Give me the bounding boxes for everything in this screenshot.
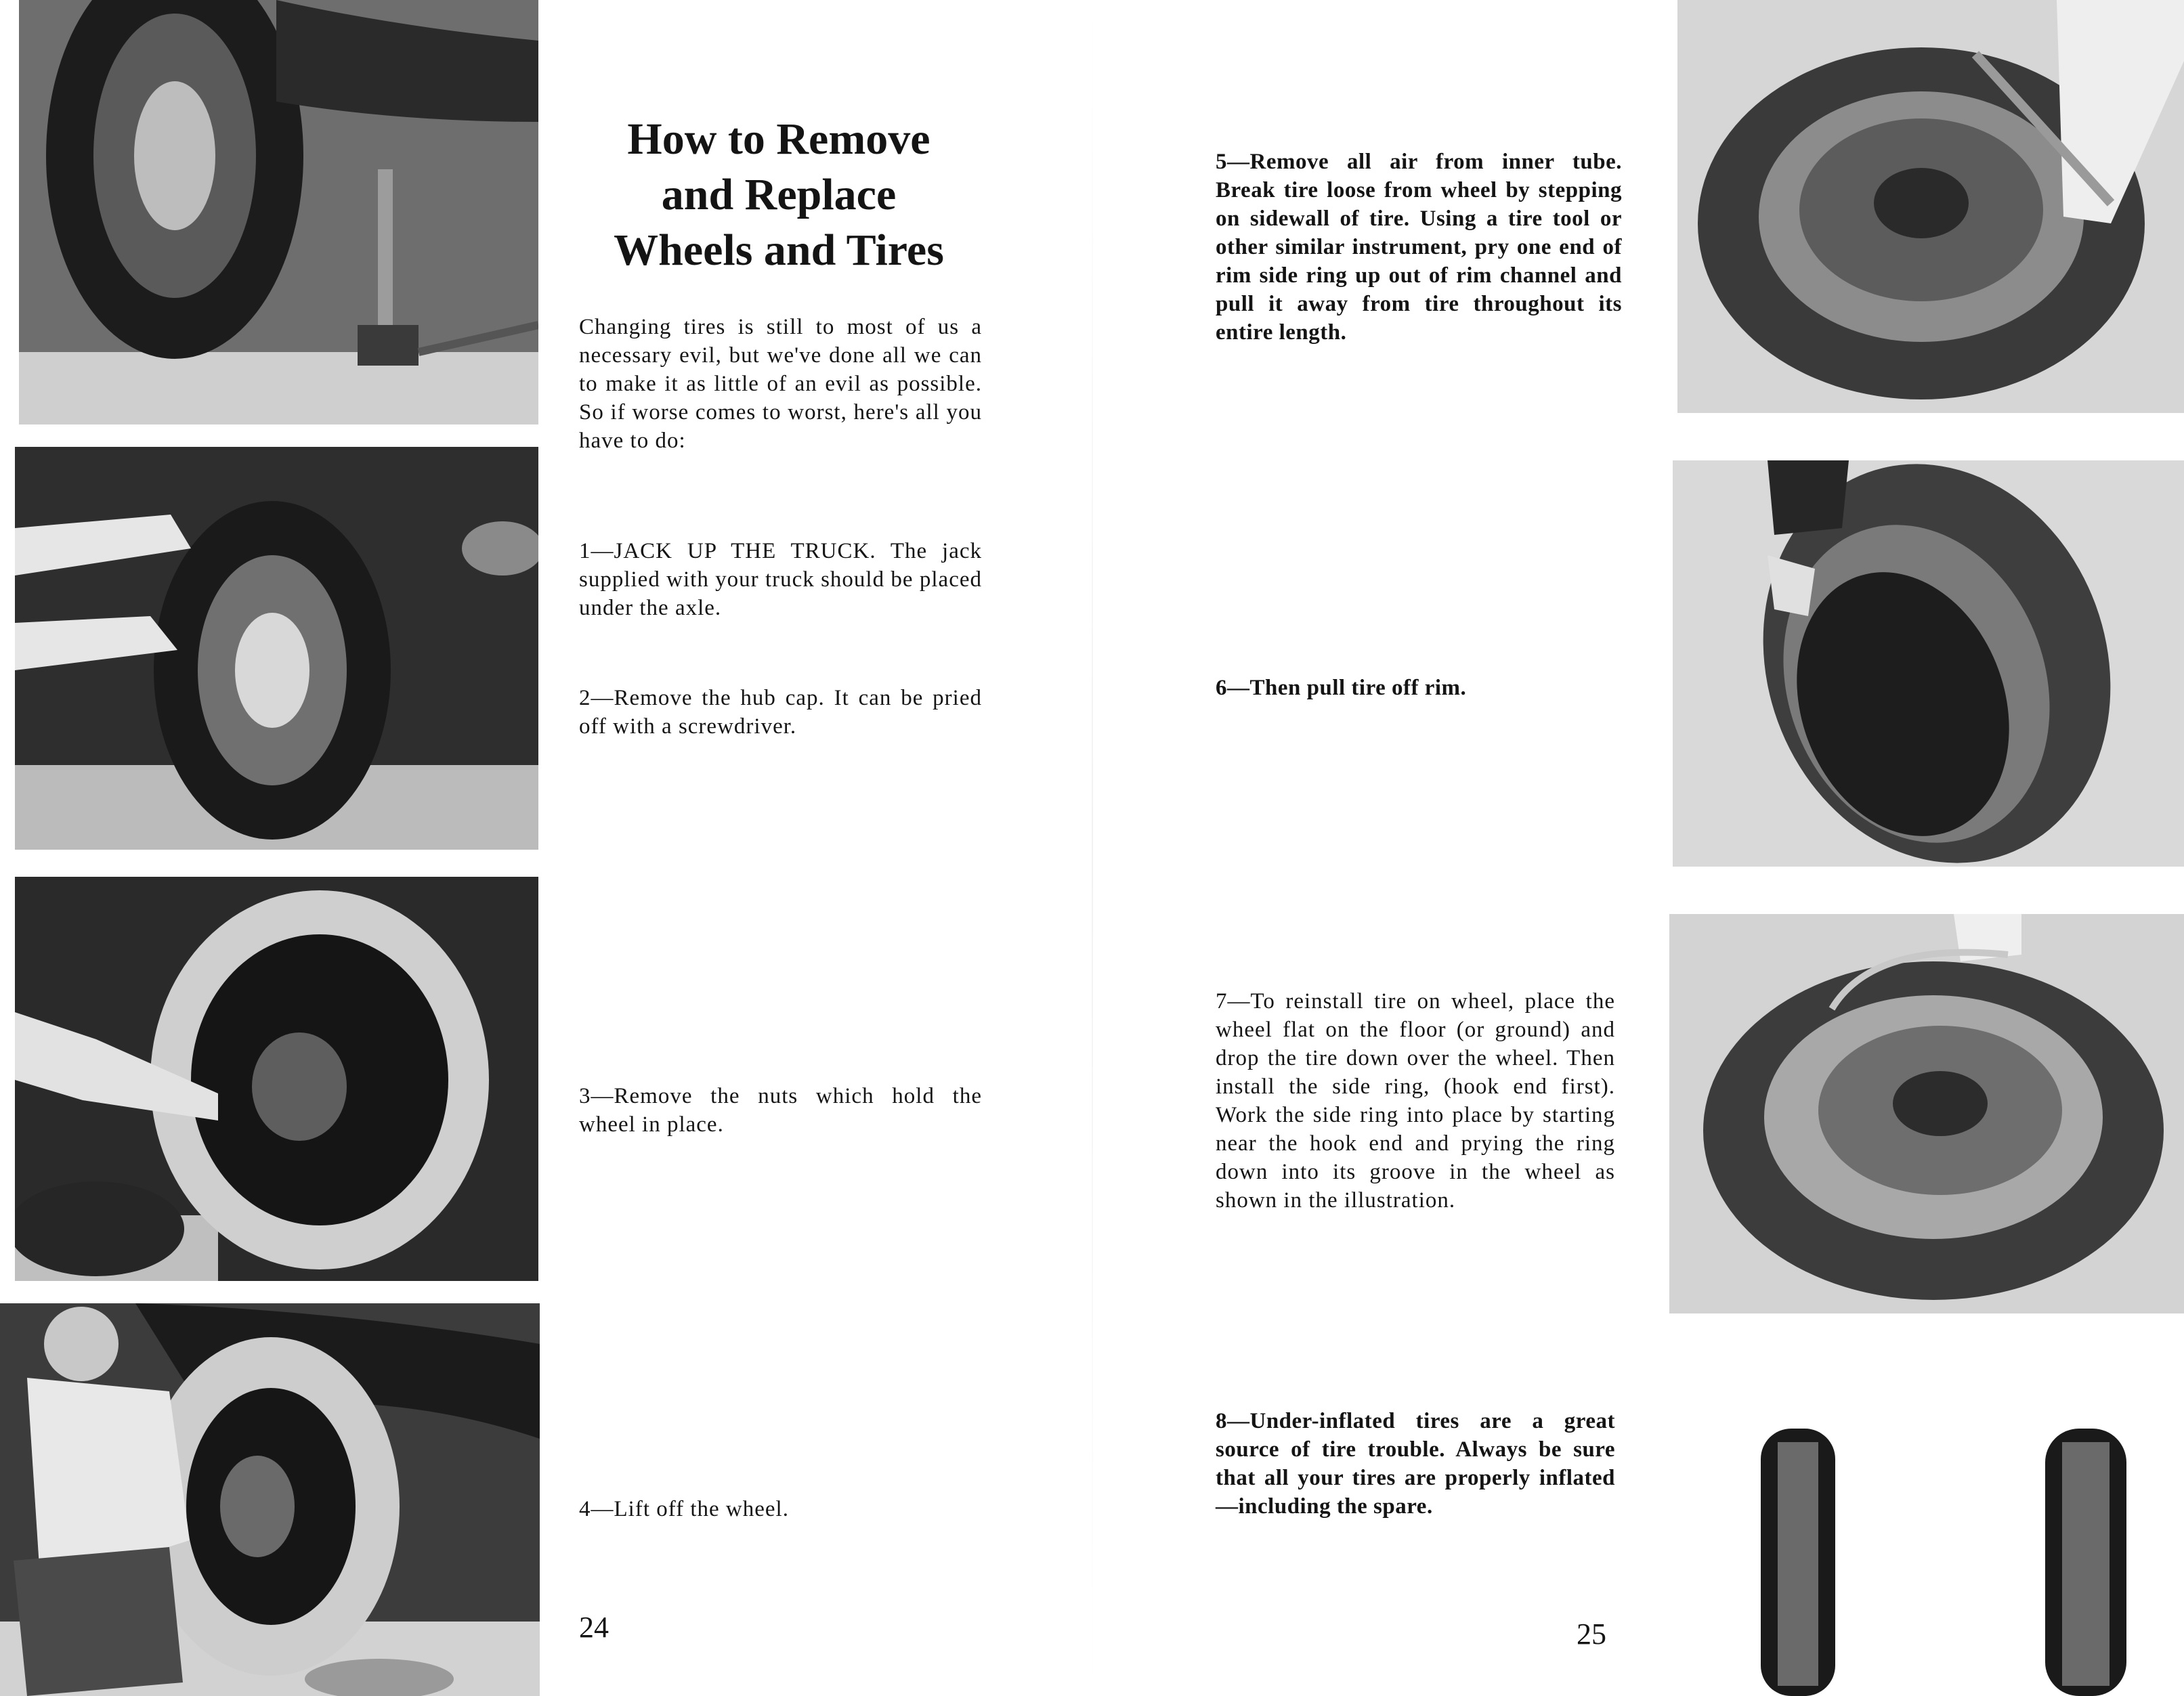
- step-3-text: 3—Remove the nuts which hold the wheel in place.: [579, 1084, 982, 1137]
- photo-tire-inflation-comparison: [1707, 1415, 2184, 1696]
- photo-remove-nuts: [15, 877, 538, 1281]
- title-line-2: and Replace: [661, 170, 897, 219]
- step-6-text: 6—Then pull tire off rim.: [1216, 676, 1467, 700]
- page-number-left: 24: [579, 1611, 609, 1644]
- page-gutter: [1092, 0, 1093, 1696]
- photo-remove-hub-cap: [15, 447, 538, 850]
- title-line-3: Wheels and Tires: [614, 225, 944, 275]
- page-number-right: 25: [1577, 1617, 1606, 1651]
- photo-pry-side-ring: [1677, 0, 2184, 413]
- step-8-text: 8—Under-inflated tires are a great source of tire trouble. Always be sure that all your tires are properly inflated—including the spare.: [1216, 1409, 1615, 1519]
- photo-lift-off-wheel: [0, 1303, 540, 1696]
- intro-paragraph: Changing tires is still to most of us a necessary evil, but we've done all we can to make it as little of an evil as possible. So if worse comes to worst, here's all you have to do:: [579, 315, 982, 453]
- title-line-1: How to Remove: [627, 114, 930, 164]
- photo-install-side-ring: [1669, 914, 2184, 1313]
- step-4-text: 4—Lift off the wheel.: [579, 1497, 789, 1521]
- step-5-text: 5—Remove all air from inner tube. Break tire loose from wheel by stepping on sidewall of tire. Using a tire tool or other similar instrument, pry one end of rim side ring up out of rim channel and pull it away from tire throughout its entire length.: [1216, 150, 1622, 345]
- step-1-text: 1—JACK UP THE TRUCK. The jack supplied with your truck should be placed under the axle.: [579, 539, 982, 620]
- step-7-text: 7—To reinstall tire on wheel, place the wheel flat on the floor (or ground) and drop the tire down over the wheel. Then install the side ring, (hook end first). Work the side ring into place by starting near the hook end and prying the ring down into its groove in the wheel as shown in the illustration.: [1216, 989, 1615, 1213]
- photo-jack-under-axle: [19, 0, 538, 425]
- step-2-text: 2—Remove the hub cap. It can be pried off with a screwdriver.: [579, 686, 982, 739]
- page-title: [569, 112, 989, 278]
- photo-pull-tire-off-rim: [1673, 460, 2184, 867]
